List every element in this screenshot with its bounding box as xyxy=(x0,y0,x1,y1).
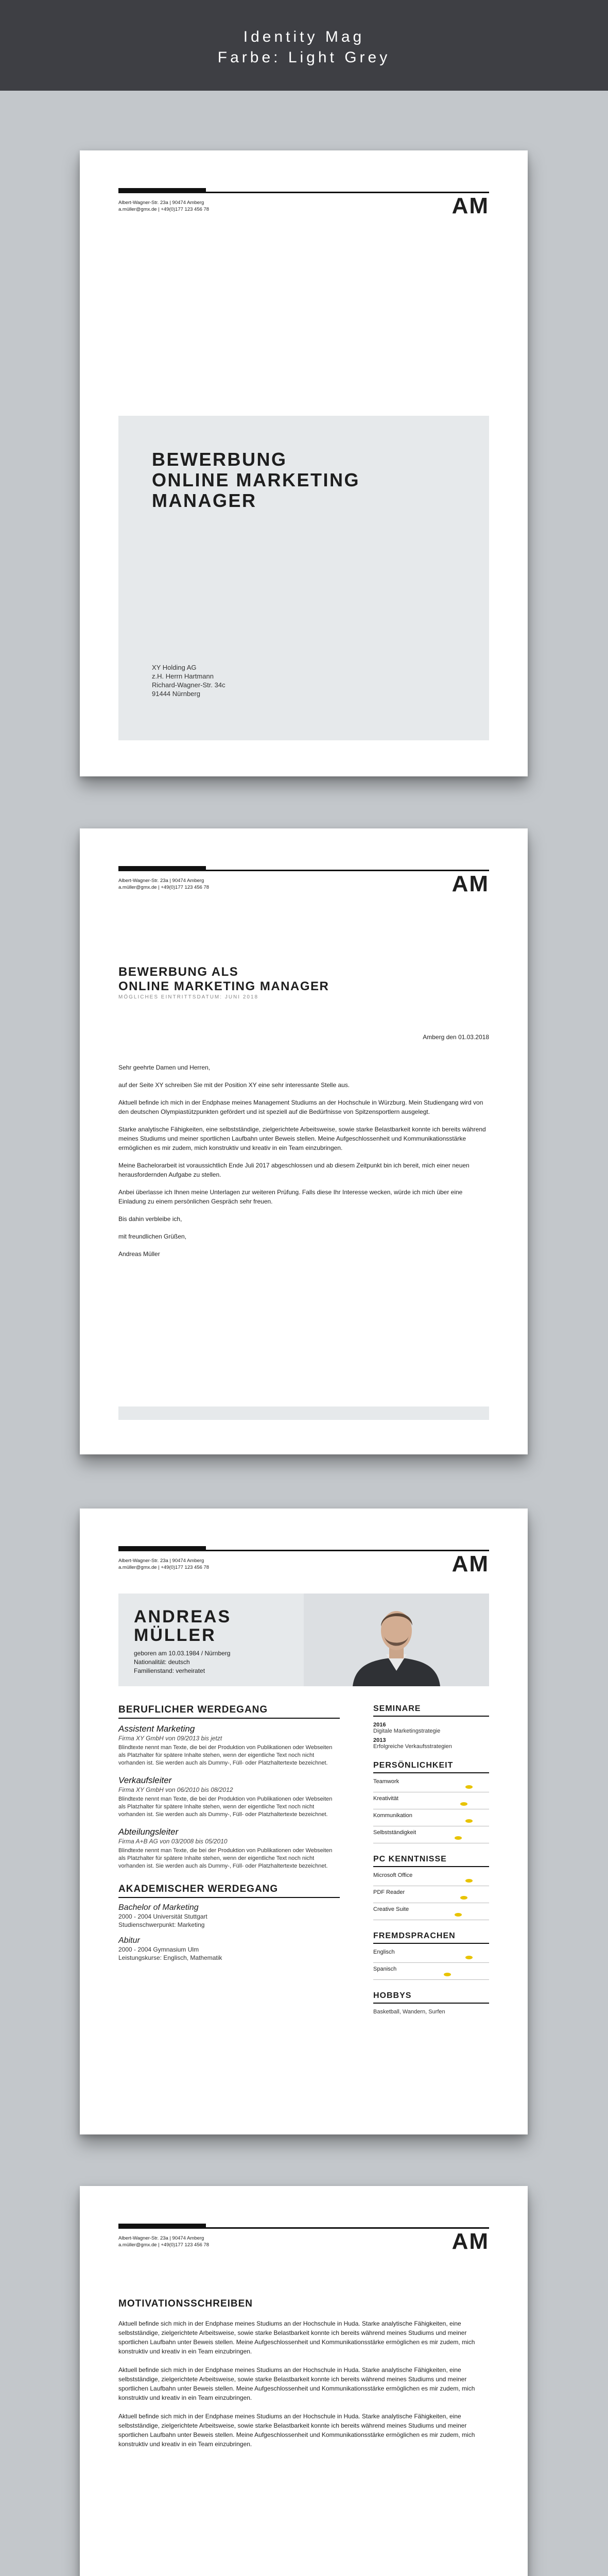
personality-heading: PERSÖNLICHKEIT xyxy=(373,1761,489,1773)
skill-row xyxy=(373,1795,489,1809)
letter-signature: Andreas Müller xyxy=(118,1250,160,1258)
cv-name xyxy=(134,1607,231,1645)
seminar-name: Digitale Marketingstrategie xyxy=(373,1728,441,1734)
skill-level-marker xyxy=(460,1896,467,1900)
letter-paragraph: Sehr geehrte Damen und Herren, xyxy=(118,1064,211,1071)
cover-title-line: ONLINE MARKETING xyxy=(152,469,360,490)
letterhead-bar-thin xyxy=(118,2227,489,2229)
skill-label: Creative Suite xyxy=(373,1906,409,1912)
skill-label: Spanisch xyxy=(373,1966,397,1972)
job-entry xyxy=(118,1827,340,1870)
skill-level-marker xyxy=(465,1819,473,1823)
education-heading: AKADEMISCHER WERDEGANG xyxy=(118,1884,340,1898)
seminars-section xyxy=(373,1704,489,1750)
skill-label: PDF Reader xyxy=(373,1889,405,1895)
address-line: 91444 Nürnberg xyxy=(152,690,200,698)
cv-personal-info xyxy=(134,1649,230,1675)
skill-row xyxy=(373,1872,489,1886)
cover-title xyxy=(152,449,360,511)
letterhead-bar-thin xyxy=(118,192,489,193)
cover-title-line: BEWERBUNG xyxy=(152,449,287,470)
cv-profile-band xyxy=(118,1594,489,1686)
letter-paragraph: Meine Bachelorarbeit ist voraussichtlich Ende Juli 2017 abgeschlossen und ab diesem Zeitpunkt bin ich bereit, mich einer neuen herausfordernden Aufgabe zu stellen. xyxy=(118,1162,470,1178)
skill-level-marker xyxy=(455,1913,462,1917)
motivation-body xyxy=(118,2319,489,2458)
seminar-name: Erfolgreiche Verkaufsstrategien xyxy=(373,1743,452,1750)
letter-paragraph: Aktuell befinde ich mich in der Endphase meines Management Studiums an der Hochschule in Würzburg. Mein Studiengang wird von den deutschen Olympiastützpunkten gefördert und ist speziell auf die Bedürfnisse von Spitzensportlern ausgelegt. xyxy=(118,1099,483,1115)
cover-title-line: MANAGER xyxy=(152,490,257,511)
letter-paragraph: mit freundlichen Grüßen, xyxy=(118,1233,187,1240)
letter-subtitle: MÖGLICHES EINTRITTSDATUM: JUNI 2018 xyxy=(118,994,259,1000)
letterhead-contact xyxy=(118,1557,209,1571)
education-title: Abitur xyxy=(118,1936,140,1945)
motivation-paragraph: Aktuell befinde sich mich in der Endphase meines Studiums an der Hochschule in Huda. Starke analytische Fähigkeiten, eine selbstständige, zielgerichtete Arbeitsweise, sowie starke Belastbarkeit konnte ich bereits während meines Studiums und meiner sportlichen Laufbahn unter Beweis stellen. Meine Aufgeschlossenheit und Kommunikationsstärke ermöglichen es mir zudem, mich konstruktiv und kreativ in ein Team einzubringen. xyxy=(118,2413,475,2448)
seminar-year: 2016 xyxy=(373,1722,386,1728)
job-description: Blindtexte nennt man Texte, die bei der Produktion von Publikationen oder Webseiten als Platzhalter für spätere Inhalte stehen, wenn der eigentliche Text noch nicht vorhanden ist. Sie werden auch als Dummy-, Füll- oder Platzhaltertexte bezeichnet. xyxy=(118,1796,333,1818)
education-focus: Leistungskurse: Englisch, Mathematik xyxy=(118,1954,222,1961)
cover-page xyxy=(80,150,528,776)
motivation-paragraph: Aktuell befinde sich mich in der Endphase meines Studiums an der Hochschule in Huda. Starke analytische Fähigkeiten, eine selbstständige, zielgerichtete Arbeitsweise, sowie starke Belastbarkeit konnte ich bereits während meines Studiums und meiner sportlichen Laufbahn unter Beweis stellen. Meine Aufgeschlossenheit und Kommunikationsstärke ermöglichen es mir zudem, mich konstruktiv und kreativ in ein Team einzubringen. xyxy=(118,2366,475,2401)
letter-paragraph: Anbei überlasse ich Ihnen meine Unterlagen zur weiteren Prüfung. Falls diese Ihr Interesse wecken, würde ich mich über eine Einladung zu einem persönlichen Gespräch sehr freuen. xyxy=(118,1189,463,1205)
cv-page xyxy=(80,1509,528,2134)
header-subtitle: Farbe: Light Grey xyxy=(217,49,391,66)
top-header xyxy=(0,0,608,91)
skill-level-marker xyxy=(460,1802,467,1806)
motivation-title: MOTIVATIONSSCHREIBEN xyxy=(118,2298,253,2309)
job-title: Abteilungsleiter xyxy=(118,1827,179,1837)
seminars-heading: SEMINARE xyxy=(373,1704,489,1717)
skill-row xyxy=(373,1906,489,1920)
header-title: Identity Mag xyxy=(243,28,365,45)
job-description: Blindtexte nennt man Texte, die bei der Produktion von Publikationen oder Webseiten als Platzhalter für spätere Inhalte stehen, wenn der eigentliche Text noch nicht vorhanden ist. Sie werden auch als Dummy-, Füll- oder Platzhaltertexte bezeichnet. xyxy=(118,1744,333,1766)
languages-heading: FREMDSPRACHEN xyxy=(373,1931,489,1944)
education-focus: Studienschwerpunkt: Marketing xyxy=(118,1921,205,1928)
monogram-logo: AM xyxy=(451,193,489,218)
skill-row xyxy=(373,1889,489,1903)
cover-box xyxy=(118,416,489,740)
letter-page xyxy=(80,828,528,1454)
contact-line-email: a.müller@gmx.de | +49(0)177 123 456 78 xyxy=(118,207,210,212)
recipient-address xyxy=(152,663,225,698)
pc-skills-heading: PC KENNTNISSE xyxy=(373,1855,489,1867)
cv-left-column xyxy=(118,1704,340,1969)
cv-family-status: Familienstand: verheiratet xyxy=(134,1667,205,1674)
motivation-page xyxy=(80,2186,528,2576)
job-entry xyxy=(118,1775,340,1819)
letter-paragraph: auf der Seite XY schreiben Sie mit der Position XY eine sehr interessante Stelle aus. xyxy=(118,1081,350,1089)
hobbies-list: Basketball, Wandern, Surfen xyxy=(373,2009,445,2015)
profile-photo xyxy=(304,1594,489,1686)
job-title: Assistent Marketing xyxy=(118,1724,195,1734)
languages-section xyxy=(373,1931,489,1980)
education-title: Bachelor of Marketing xyxy=(118,1903,199,1912)
pc-skills-section xyxy=(373,1855,489,1920)
skill-row xyxy=(373,1949,489,1963)
contact-line-email: a.müller@gmx.de | +49(0)177 123 456 78 xyxy=(118,2242,210,2248)
letter-body xyxy=(118,1063,489,1267)
letterhead-contact xyxy=(118,2235,209,2248)
education-entry xyxy=(118,1936,340,1962)
contact-line-address: Albert-Wagner-Str. 23a | 90474 Amberg xyxy=(118,878,204,884)
skill-row xyxy=(373,1812,489,1826)
monogram-logo: AM xyxy=(451,871,489,896)
job-meta: Firma A+B AG von 03/2008 bis 05/2010 xyxy=(118,1838,228,1845)
profile-photo-portrait xyxy=(304,1594,489,1686)
address-line: z.H. Herrn Hartmann xyxy=(152,672,214,680)
job-description: Blindtexte nennt man Texte, die bei der Produktion von Publikationen oder Webseiten als Platzhalter für spätere Inhalte stehen, wenn der eigentliche Text noch nicht vorhanden ist. Sie werden auch als Dummy-, Füll- oder Platzhaltertexte bezeichnet. xyxy=(118,1848,333,1869)
letter-paragraph: Bis dahin verbleibe ich, xyxy=(118,1215,182,1223)
cv-name-line: MÜLLER xyxy=(134,1625,216,1645)
skill-row xyxy=(373,1778,489,1792)
hobbies-heading: HOBBYS xyxy=(373,1991,489,2004)
skill-row xyxy=(373,1966,489,1980)
hobbies-section xyxy=(373,1991,489,2015)
skill-label: Selbstständigkeit xyxy=(373,1829,416,1836)
cv-nationality: Nationalität: deutsch xyxy=(134,1658,190,1666)
letterhead-contact xyxy=(118,199,209,213)
work-heading: BERUFLICHER WERDEGANG xyxy=(118,1704,340,1719)
skill-label: Teamwork xyxy=(373,1778,399,1785)
letterhead-bar-thin xyxy=(118,870,489,871)
contact-line-address: Albert-Wagner-Str. 23a | 90474 Amberg xyxy=(118,200,204,206)
monogram-logo: AM xyxy=(451,2229,489,2254)
job-meta: Firma XY GmbH von 06/2010 bis 08/2012 xyxy=(118,1786,233,1793)
skill-level-marker xyxy=(444,1973,451,1976)
letterhead-bar-thin xyxy=(118,1550,489,1551)
skill-level-marker xyxy=(465,1785,473,1789)
letterhead-contact xyxy=(118,877,209,891)
seminar-year: 2013 xyxy=(373,1737,386,1743)
footer-band xyxy=(118,1406,489,1420)
skill-label: Microsoft Office xyxy=(373,1872,413,1878)
skill-level-marker xyxy=(465,1879,473,1883)
skill-label: Kreativität xyxy=(373,1795,398,1802)
address-line: Richard-Wagner-Str. 34c xyxy=(152,681,225,689)
contact-line-email: a.müller@gmx.de | +49(0)177 123 456 78 xyxy=(118,1565,210,1570)
letter-title xyxy=(118,965,329,994)
contact-line-address: Albert-Wagner-Str. 23a | 90474 Amberg xyxy=(118,1558,204,1564)
monogram-logo: AM xyxy=(451,1551,489,1577)
skill-row xyxy=(373,1829,489,1843)
skill-level-marker xyxy=(465,1956,473,1959)
letter-title-line: ONLINE MARKETING MANAGER xyxy=(118,979,329,993)
skill-label: Englisch xyxy=(373,1949,395,1955)
address-line: XY Holding AG xyxy=(152,664,197,671)
cv-name-line: ANDREAS xyxy=(134,1607,232,1626)
education-period: 2000 - 2004 Gymnasium Ulm xyxy=(118,1946,199,1953)
job-entry xyxy=(118,1724,340,1767)
education-period: 2000 - 2004 Universität Stuttgart xyxy=(118,1913,207,1920)
motivation-paragraph: Aktuell befinde sich mich in der Endphase meines Studiums an der Hochschule in Huda. Starke analytische Fähigkeiten, eine selbstständige, zielgerichtete Arbeitsweise, sowie starke Belastbarkeit konnte ich bereits während meines Studiums und meiner sportlichen Laufbahn unter Beweis stellen. Meine Aufgeschlossenheit und Kommunikationsstärke ermöglichen es mir zudem, mich konstruktiv und kreativ in ein Team einzubringen. xyxy=(118,2320,475,2355)
cv-right-column xyxy=(373,1704,489,2026)
contact-line-address: Albert-Wagner-Str. 23a | 90474 Amberg xyxy=(118,2235,204,2241)
letter-date: Amberg den 01.03.2018 xyxy=(423,1033,489,1041)
job-title: Verkaufsleiter xyxy=(118,1775,172,1785)
skill-level-marker xyxy=(455,1836,462,1840)
job-meta: Firma XY GmbH von 09/2013 bis jetzt xyxy=(118,1735,222,1742)
education-entry xyxy=(118,1903,340,1929)
contact-line-email: a.müller@gmx.de | +49(0)177 123 456 78 xyxy=(118,885,210,890)
cv-birth: geboren am 10.03.1984 / Nürnberg xyxy=(134,1650,231,1657)
personality-section xyxy=(373,1761,489,1843)
skill-label: Kommunikation xyxy=(373,1812,412,1819)
letter-paragraph: Starke analytische Fähigkeiten, eine selbstständige, zielgerichtete Arbeitsweise, sowie starke Belastbarkeit konnte ich bereits während meines Studiums und meiner sportlichen Laufbahn unter Beweis stellen. Meine Aufgeschlossenheit und Kommunikationsstärke ermöglichen es mir zudem, mich konstruktiv und kreativ in ein Team einzubringen. xyxy=(118,1126,486,1151)
letter-title-line: BEWERBUNG ALS xyxy=(118,965,239,979)
